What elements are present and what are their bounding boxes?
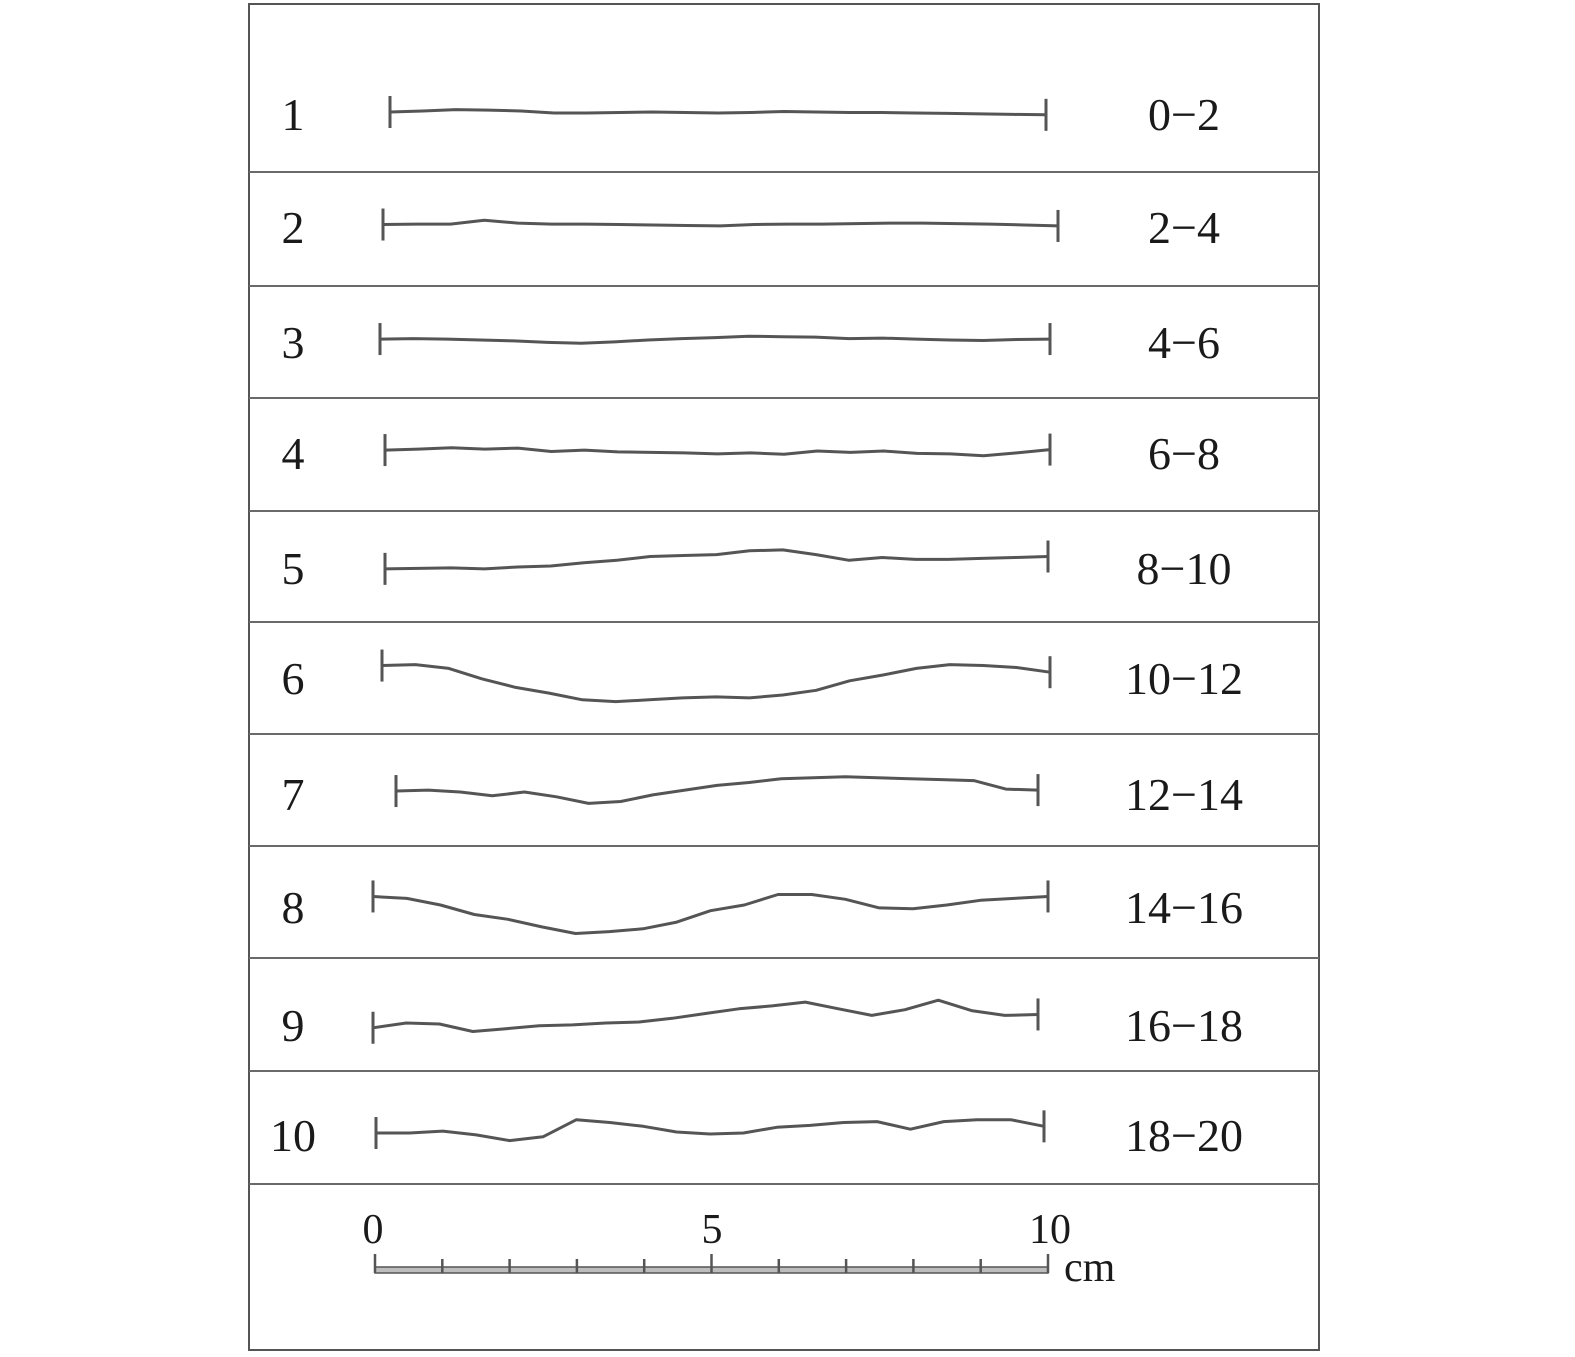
scale-label-5: 5 — [701, 1207, 723, 1253]
row-number-label: 2 — [281, 202, 305, 253]
row-number-label: 6 — [281, 653, 305, 704]
row-number-label: 4 — [281, 428, 305, 479]
scale-label-0: 0 — [362, 1207, 384, 1253]
depth-range-label: 14−16 — [1125, 882, 1243, 933]
row-number-label: 3 — [281, 317, 305, 368]
scale-label-10: 10 — [1029, 1207, 1071, 1253]
depth-range-label: 16−18 — [1125, 1000, 1243, 1051]
depth-range-label: 0−2 — [1148, 89, 1220, 140]
depth-range-label: 2−4 — [1148, 202, 1220, 253]
row-number-label: 9 — [281, 1000, 305, 1051]
depth-range-label: 12−14 — [1125, 769, 1243, 820]
depth-range-label: 4−6 — [1148, 317, 1220, 368]
row-number-label: 10 — [270, 1110, 316, 1161]
depth-range-label: 10−12 — [1125, 653, 1243, 704]
row-number-label: 1 — [281, 89, 305, 140]
row-number-label: 8 — [281, 882, 305, 933]
depth-range-label: 18−20 — [1125, 1110, 1243, 1161]
row-number-label: 5 — [281, 543, 305, 594]
depth-range-label: 6−8 — [1148, 428, 1220, 479]
row-number-label: 7 — [281, 769, 305, 820]
scale-unit-label: cm — [1064, 1245, 1116, 1291]
depth-range-label: 8−10 — [1136, 543, 1232, 594]
